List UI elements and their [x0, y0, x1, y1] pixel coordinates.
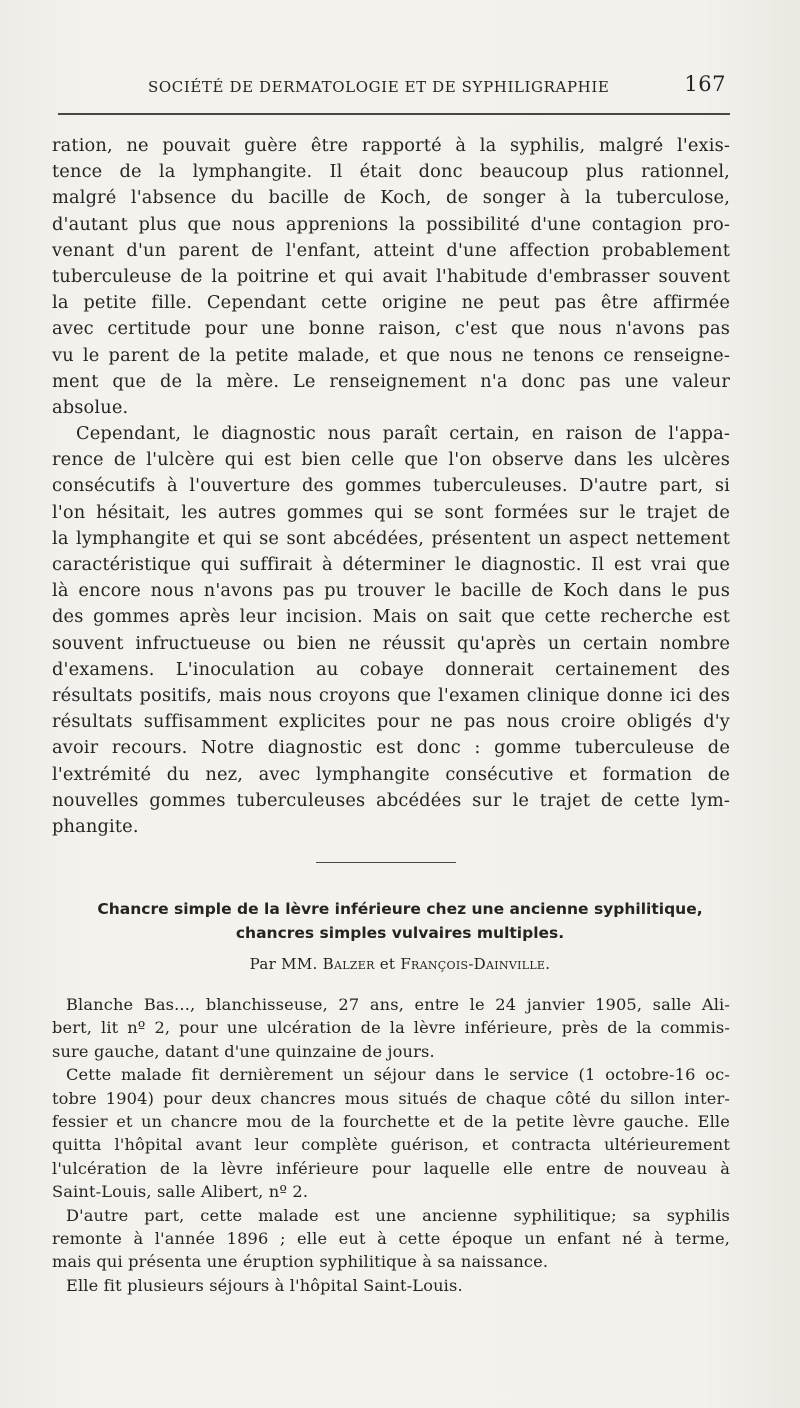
text-line: résultats positifs, mais nous croyons que l'examen clinique donne ici des	[52, 684, 730, 706]
text-line: Cette malade fit dernièrement un séjour dans le service (1 octobre-16 oc-	[66, 1065, 730, 1085]
text-line: la petite fille. Cependant cette origine ne peut pas être affirmée	[52, 292, 730, 314]
header-rule	[58, 113, 730, 115]
text-line: ment que de la mère. Le renseignement n'a donc pas une valeur	[52, 370, 730, 392]
author-name: François-Dainville.	[400, 955, 551, 973]
text-line: tuberculeuse de la poitrine et qui avait l'habitude d'embrasser souvent	[52, 265, 730, 287]
text-line: rence de l'ulcère qui est bien celle que l'on observe dans les ulcères	[52, 449, 730, 471]
text-line: nouvelles gommes tuberculeuses abcédées sur le trajet de cette lym-	[52, 789, 730, 811]
text-line: venant d'un parent de l'enfant, atteint d'une affection probablement	[52, 239, 730, 261]
text-line: consécutifs à l'ouverture des gommes tuberculeuses. D'autre part, si	[52, 475, 730, 497]
byline-prefix: Par MM.	[249, 955, 318, 973]
text-line: avec certitude pour une bonne raison, c'est que nous n'avons pas	[52, 318, 730, 340]
text-line: d'autant plus que nous apprenions la possibilité d'une contagion pro-	[52, 213, 730, 235]
text-line: l'extrémité du nez, avec lymphangite consécutive et formation de	[52, 763, 730, 785]
running-title: SOCIÉTÉ DE DERMATOLOGIE ET DE SYPHILIGRAPHIE	[148, 78, 610, 96]
text-line: Elle fit plusieurs séjours à l'hôpital Saint-Louis.	[66, 1275, 463, 1295]
text-line: absolue.	[52, 396, 129, 418]
text-line: Cependant, le diagnostic nous paraît certain, en raison de l'appa-	[76, 423, 730, 445]
text-line: sure gauche, datant d'une quinzaine de jours.	[52, 1041, 435, 1061]
text-line: mais qui présenta une éruption syphilitique à sa naissance.	[52, 1252, 549, 1272]
text-line: des gommes après leur incision. Mais on sait que cette recherche est	[52, 606, 730, 628]
text-line: Saint-Louis, salle Alibert, nº 2.	[52, 1182, 309, 1202]
text-line: résultats suffisamment explicites pour ne pas nous croire obligés d'y	[52, 711, 730, 733]
section-divider	[316, 862, 456, 863]
article-title-line: Chancre simple de la lèvre inférieure chez une ancienne syphilitique,	[97, 900, 703, 918]
first-section-text	[52, 133, 730, 840]
text-line: caractéristique qui suffirait à déterminer le diagnostic. Il est vrai que	[52, 554, 730, 575]
text-line: phangite.	[52, 815, 139, 837]
text-line: là encore nous n'avons pas pu trouver le bacille de Koch dans le pus	[52, 580, 730, 602]
text-line: ration, ne pouvait guère être rapporté à la syphilis, malgré l'exis-	[52, 135, 730, 156]
text-line: D'autre part, cette malade est une ancienne syphilitique; sa syphilis	[66, 1205, 730, 1225]
byline-conjunction: et	[379, 955, 396, 973]
text-line: remonte à l'année 1896 ; elle eut à cette époque un enfant né à terme,	[52, 1228, 730, 1248]
byline	[40, 955, 760, 973]
text-line: Blanche Bas..., blanchisseuse, 27 ans, entre le 24 janvier 1905, salle Ali-	[66, 995, 730, 1014]
text-line: fessier et un chancre mou de la fourchette et de la petite lèvre gauche. Elle	[52, 1111, 730, 1131]
text-line: bert, lit nº 2, pour une ulcération de la lèvre inférieure, près de la commis-	[52, 1018, 730, 1038]
text-line: avoir recours. Notre diagnostic est donc : gomme tuberculeuse de	[52, 737, 730, 759]
text-line: tobre 1904) pour deux chancres mous situés de chaque côté du sillon inter-	[52, 1088, 730, 1108]
author-name: Balzer	[322, 955, 375, 973]
text-line: d'examens. L'inoculation au cobaye donnerait certainement des	[52, 658, 730, 680]
text-line: tence de la lymphangite. Il était donc beaucoup plus rationnel,	[52, 161, 730, 183]
second-section-text	[52, 993, 730, 1297]
text-line: l'ulcération de la lèvre inférieure pour laquelle elle entre de nouveau à	[52, 1158, 730, 1178]
page-number: 167	[684, 72, 726, 96]
text-line: malgré l'absence du bacille de Koch, de songer à la tuberculose,	[52, 187, 730, 209]
article-title-line: chancres simples vulvaires multiples.	[235, 924, 565, 942]
running-header	[60, 72, 728, 106]
text-line: vu le parent de la petite malade, et que nous ne tenons ce renseigne-	[52, 344, 730, 366]
article-title	[40, 897, 760, 945]
text-line: souvent infructueuse ou bien ne réussit qu'après un certain nombre	[52, 632, 730, 654]
text-line: l'on hésitait, les autres gommes qui se sont formées sur le trajet de	[52, 501, 730, 523]
text-line: la lymphangite et qui se sont abcédées, présentent un aspect nettement	[52, 527, 730, 549]
text-line: quitta l'hôpital avant leur complète guérison, et contracta ultérieurement	[52, 1135, 730, 1155]
